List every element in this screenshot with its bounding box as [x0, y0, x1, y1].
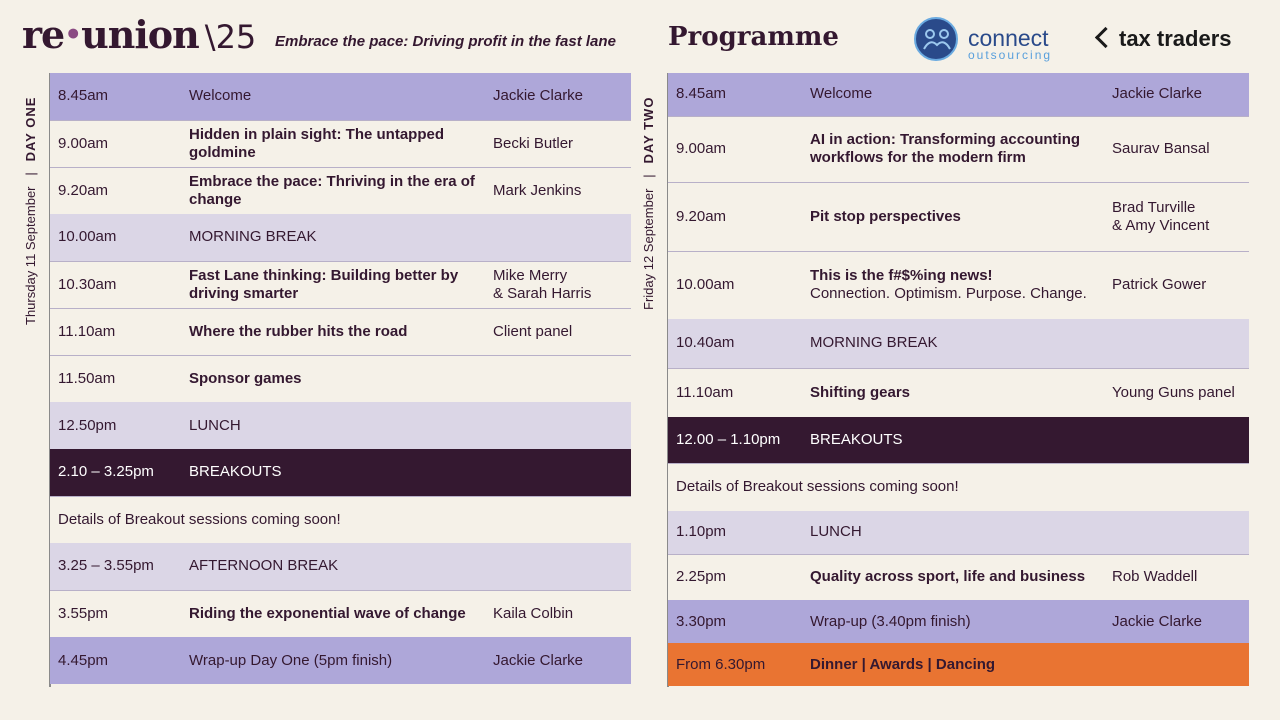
session-time: 9.00am — [50, 120, 181, 167]
session-time: 12.00 – 1.10pm — [668, 417, 802, 463]
session-title: Fast Lane thinking: Building better by driving smarter — [189, 266, 459, 302]
session-title: Welcome — [181, 73, 485, 120]
breakout-note: Details of Breakout sessions coming soon! — [668, 463, 1249, 511]
day-one-table — [50, 73, 631, 684]
session-speaker: Rob Waddell — [1104, 554, 1249, 600]
session-title: Where the rubber hits the road — [189, 322, 408, 340]
session-time: 10.40am — [668, 319, 802, 368]
session-title: Embrace the pace: Thriving in the era of change — [189, 172, 475, 208]
session-speaker: Saurav Bansal — [1104, 116, 1249, 182]
table-row — [50, 120, 631, 167]
session-speaker — [1104, 643, 1249, 686]
session-time: 11.50am — [50, 355, 181, 402]
session-speaker: Patrick Gower — [1104, 251, 1249, 319]
table-row — [668, 463, 1249, 511]
table-row — [50, 355, 631, 402]
session-title: Riding the exponential wave of change — [189, 604, 466, 622]
table-row — [668, 511, 1249, 554]
session-speaker — [485, 214, 631, 261]
session-speaker — [485, 402, 631, 449]
session-title: AFTERNOON BREAK — [181, 543, 485, 590]
table-row — [668, 319, 1249, 368]
table-row — [50, 637, 631, 684]
session-title: BREAKOUTS — [802, 417, 1104, 463]
session-time: 8.45am — [668, 73, 802, 116]
session-title: Sponsor games — [189, 369, 302, 387]
session-time: 3.30pm — [668, 600, 802, 643]
session-speaker — [485, 543, 631, 590]
table-row — [50, 73, 631, 120]
session-title: This is the f#$%ing news! — [810, 267, 993, 285]
session-time: 9.20am — [668, 182, 802, 251]
table-row — [668, 554, 1249, 600]
session-time: 8.45am — [50, 73, 181, 120]
tax-traders-logo: tax traders — [1098, 26, 1232, 52]
session-title: Welcome — [802, 73, 1104, 116]
session-speaker: Mark Jenkins — [485, 167, 631, 214]
session-title: Wrap-up (3.40pm finish) — [802, 600, 1104, 643]
session-time: 11.10am — [668, 368, 802, 417]
session-title: Pit stop perspectives — [810, 207, 961, 225]
table-row — [668, 368, 1249, 417]
connect-outsourcing-logo: connect outsourcing — [914, 17, 1064, 65]
session-speaker: Jackie Clarke — [485, 637, 631, 684]
table-row — [668, 643, 1249, 686]
session-speaker — [485, 449, 631, 496]
day-two-table — [668, 73, 1249, 686]
programme-title: Programme — [668, 22, 839, 52]
session-time: 9.20am — [50, 167, 181, 214]
session-title: MORNING BREAK — [802, 319, 1104, 368]
session-speaker — [1104, 511, 1249, 554]
session-speaker: Kaila Colbin — [485, 590, 631, 637]
table-row — [668, 251, 1249, 319]
session-speaker: Brad Turville & Amy Vincent — [1104, 182, 1249, 251]
day-one-side-label: Thursday 11 September | DAY ONE — [23, 96, 38, 325]
session-speaker: Jackie Clarke — [1104, 600, 1249, 643]
table-row — [50, 402, 631, 449]
reunion-logo: re•union \25 — [22, 12, 257, 57]
session-time: 3.55pm — [50, 590, 181, 637]
session-speaker: Jackie Clarke — [1104, 73, 1249, 116]
session-title: AI in action: Transforming accounting workflows for the modern firm — [810, 131, 1081, 166]
session-time: 9.00am — [668, 116, 802, 182]
table-row — [50, 449, 631, 496]
session-time: 4.45pm — [50, 637, 181, 684]
chevron-icon — [1095, 27, 1116, 48]
table-row — [50, 496, 631, 543]
table-row — [668, 600, 1249, 643]
session-title: Dinner | Awards | Dancing — [810, 655, 996, 673]
session-time: 12.50pm — [50, 402, 181, 449]
session-speaker: Becki Butler — [485, 120, 631, 167]
session-title: MORNING BREAK — [181, 214, 485, 261]
table-row — [668, 417, 1249, 463]
session-title: Hidden in plain sight: The untapped goldmine — [189, 125, 444, 161]
table-row — [50, 308, 631, 355]
session-time: 2.10 – 3.25pm — [50, 449, 181, 496]
session-time: From 6.30pm — [668, 643, 802, 686]
tagline: Embrace the pace: Driving profit in the fast lane — [275, 33, 616, 50]
table-row — [50, 590, 631, 637]
table-row — [668, 73, 1249, 116]
session-time: 1.10pm — [668, 511, 802, 554]
session-time: 11.10am — [50, 308, 181, 355]
table-row — [668, 182, 1249, 251]
session-title: LUNCH — [181, 402, 485, 449]
breakout-note: Details of Breakout sessions coming soon! — [50, 496, 631, 543]
session-time: 10.00am — [50, 214, 181, 261]
session-subtitle: Connection. Optimism. Purpose. Change. — [810, 285, 1087, 303]
session-time: 2.25pm — [668, 554, 802, 600]
table-row — [50, 167, 631, 214]
session-speaker: Mike Merry & Sarah Harris — [485, 261, 631, 308]
table-row — [668, 116, 1249, 182]
session-speaker: Jackie Clarke — [485, 73, 631, 120]
session-title: LUNCH — [802, 511, 1104, 554]
session-title: BREAKOUTS — [181, 449, 485, 496]
people-icon — [914, 17, 958, 61]
table-row — [50, 543, 631, 590]
session-time: 10.00am — [668, 251, 802, 319]
session-speaker: Young Guns panel — [1104, 368, 1249, 417]
session-title: Quality across sport, life and business — [810, 568, 1086, 586]
header — [0, 0, 1280, 72]
table-row — [50, 261, 631, 308]
session-time: 10.30am — [50, 261, 181, 308]
session-title: Wrap-up Day One (5pm finish) — [181, 637, 485, 684]
session-speaker — [1104, 417, 1249, 463]
session-title: Shifting gears — [810, 383, 911, 401]
table-row — [50, 214, 631, 261]
session-speaker — [1104, 319, 1249, 368]
session-speaker — [485, 355, 631, 402]
day-two-side-label: Friday 12 September | DAY TWO — [641, 96, 656, 310]
session-time: 3.25 – 3.55pm — [50, 543, 181, 590]
session-speaker: Client panel — [485, 308, 631, 355]
